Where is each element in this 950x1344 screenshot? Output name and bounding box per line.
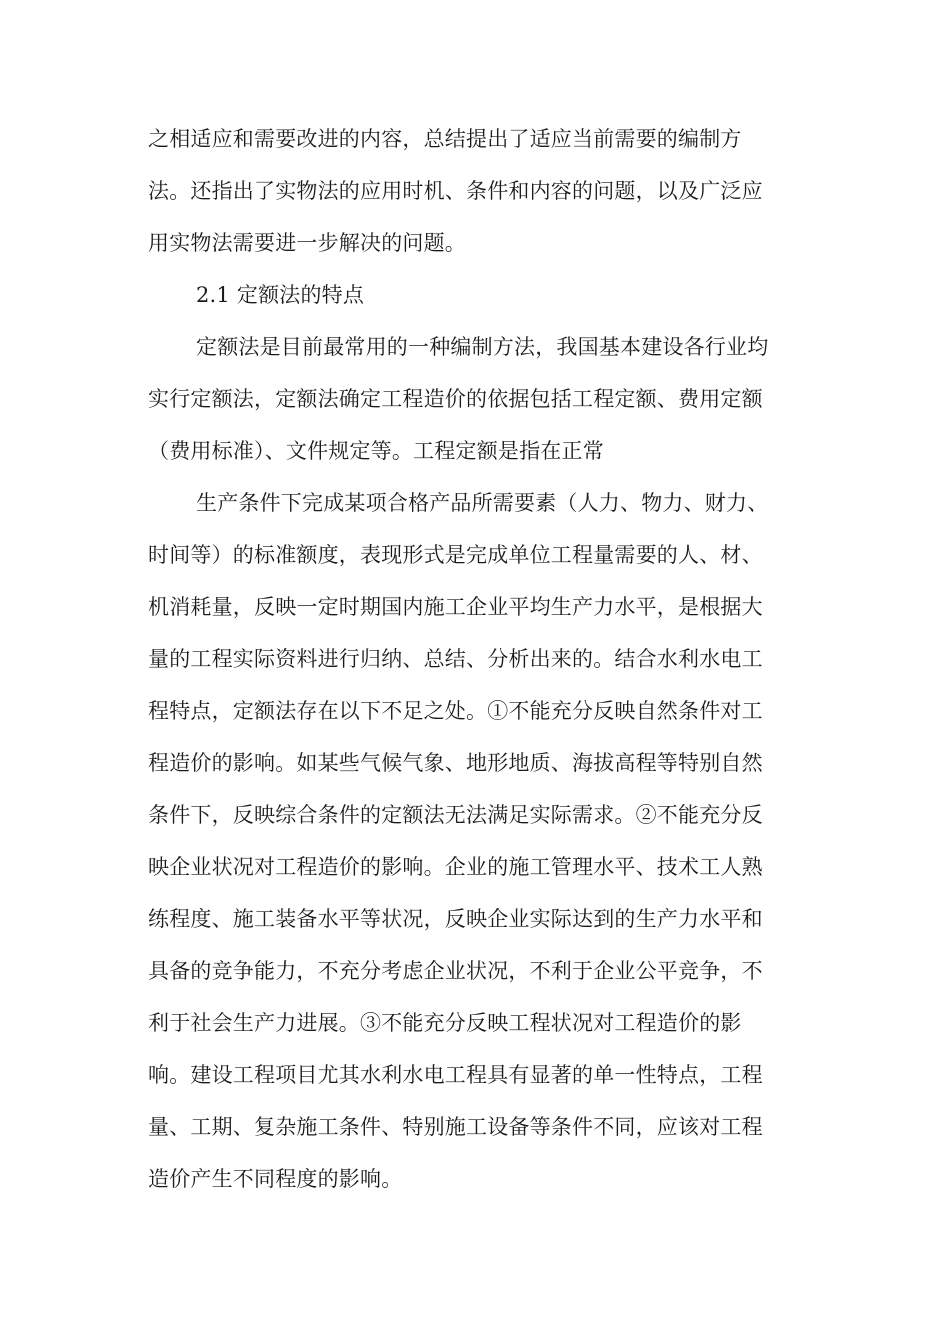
text-line: 条件下，反映综合条件的定额法无法满足实际需求。②不能充分反 [148,803,763,827]
text-line: 量的工程实际资料进行归纳、总结、分析出来的。结合水利水电工 [148,647,763,671]
text-line: （费用标准）、文件规定等。工程定额是指在正常 [148,439,604,463]
section-heading: 2.1 定额法的特点 [196,283,365,307]
text-line: 响。建设工程项目尤其水利水电工程具有显著的单一性特点，工程 [148,1063,763,1087]
text-line: 用实物法需要进一步解决的问题。 [148,231,466,255]
text-line: 映企业状况对工程造价的影响。企业的施工管理水平、技术工人熟 [148,855,763,879]
text-line: 定额法是目前最常用的一种编制方法，我国基本建设各行业均 [196,335,769,359]
text-line: 具备的竞争能力，不充分考虑企业状况，不利于企业公平竞争，不 [148,959,763,983]
text-line: 法。还指出了实物法的应用时机、条件和内容的问题，以及广泛应 [148,179,763,203]
text-line: 实行定额法，定额法确定工程造价的依据包括工程定额、费用定额 [148,387,763,411]
text-line: 利于社会生产力进展。③不能充分反映工程状况对工程造价的影 [148,1011,742,1035]
text-line: 程造价的影响。如某些气候气象、地形地质、海拔高程等特别自然 [148,751,763,775]
text-line: 机消耗量，反映一定时期国内施工企业平均生产力水平，是根据大 [148,595,763,619]
text-line: 造价产生不同程度的影响。 [148,1167,403,1191]
text-line: 时间等）的标准额度，表现形式是完成单位工程量需要的人、材、 [148,543,763,567]
text-line: 程特点，定额法存在以下不足之处。①不能充分反映自然条件对工 [148,699,763,723]
text-line: 生产条件下完成某项合格产品所需要素（人力、物力、财力、 [196,491,769,515]
text-line: 之相适应和需要改进的内容，总结提出了适应当前需要的编制方 [148,127,742,151]
text-line: 练程度、施工装备水平等状况，反映企业实际达到的生产力水平和 [148,907,763,931]
text-line: 量、工期、复杂施工条件、特别施工设备等条件不同，应该对工程 [148,1115,763,1139]
